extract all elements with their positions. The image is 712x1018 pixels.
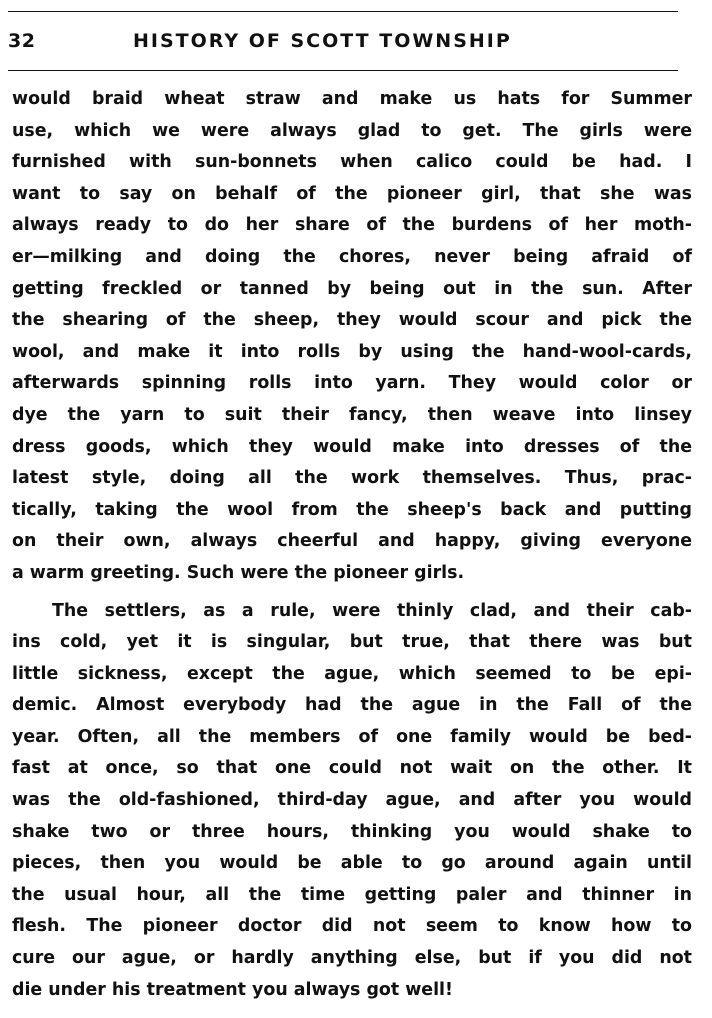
text-line: the shearing of the sheep, they would scour and pick the — [12, 310, 692, 331]
text-line: die under his treatment you always got well! — [12, 979, 453, 1000]
text-line: furnished with sun-bonnets when calico could be had. I — [12, 152, 692, 173]
text-line: tically, taking the wool from the sheep's back and putting — [12, 499, 692, 520]
text-line: a warm greeting. Such were the pioneer girls. — [12, 562, 465, 583]
text-line: cure our ague, or hardly anything else, but if you did not — [12, 948, 692, 969]
text-line: dress goods, which they would make into dresses of the — [12, 436, 692, 457]
text-line: always ready to do her share of the burdens of her moth- — [12, 215, 692, 236]
text-line: was the old-fashioned, third-day ague, and after you would — [12, 790, 692, 811]
text-line: shake two or three hours, thinking you would shake to — [12, 821, 692, 842]
body-text — [12, 84, 692, 1006]
text-line: use, which we were always glad to get. The girls were — [12, 120, 692, 141]
text-line: dye the yarn to suit their fancy, then weave into linsey — [12, 404, 692, 425]
text-line: year. Often, all the members of one family would be bed- — [12, 726, 692, 747]
text-line: would braid wheat straw and make us hats for Summer — [12, 89, 692, 109]
text-line: getting freckled or tanned by being out in the sun. After — [12, 278, 692, 299]
header-top-rule — [8, 11, 678, 12]
text-line: on their own, always cheerful and happy, giving everyone — [12, 531, 692, 552]
running-title: HISTORY OF SCOTT TOWNSHIP — [133, 30, 512, 52]
text-line: afterwards spinning rolls into yarn. They would color or — [12, 373, 692, 394]
text-line: ins cold, yet it is singular, but true, that there was but — [12, 632, 692, 653]
paragraph-2 — [12, 596, 692, 1007]
text-line: wool, and make it into rolls by using the hand-wool-cards, — [12, 341, 692, 362]
text-line: little sickness, except the ague, which seemed to be epi- — [12, 663, 692, 684]
header-bottom-rule — [8, 70, 678, 71]
text-line: flesh. The pioneer doctor did not seem to know how to — [12, 916, 692, 937]
paragraph-1 — [12, 84, 692, 590]
text-line: er—milking and doing the chores, never being afraid of — [12, 246, 692, 267]
text-line: latest style, doing all the work themselves. Thus, prac- — [12, 468, 692, 489]
text-line: demic. Almost everybody had the ague in the Fall of the — [12, 695, 692, 716]
text-line: fast at once, so that one could not wait on the other. It — [12, 758, 692, 779]
page-number: 32 — [8, 30, 36, 52]
text-line: want to say on behalf of the pioneer girl, that she was — [12, 183, 692, 204]
text-line: pieces, then you would be able to go around again until — [12, 853, 692, 874]
page-header — [8, 30, 678, 60]
text-line: The settlers, as a rule, were thinly clad, and their cab- — [52, 600, 692, 621]
text-line: the usual hour, all the time getting paler and thinner in — [12, 884, 692, 905]
